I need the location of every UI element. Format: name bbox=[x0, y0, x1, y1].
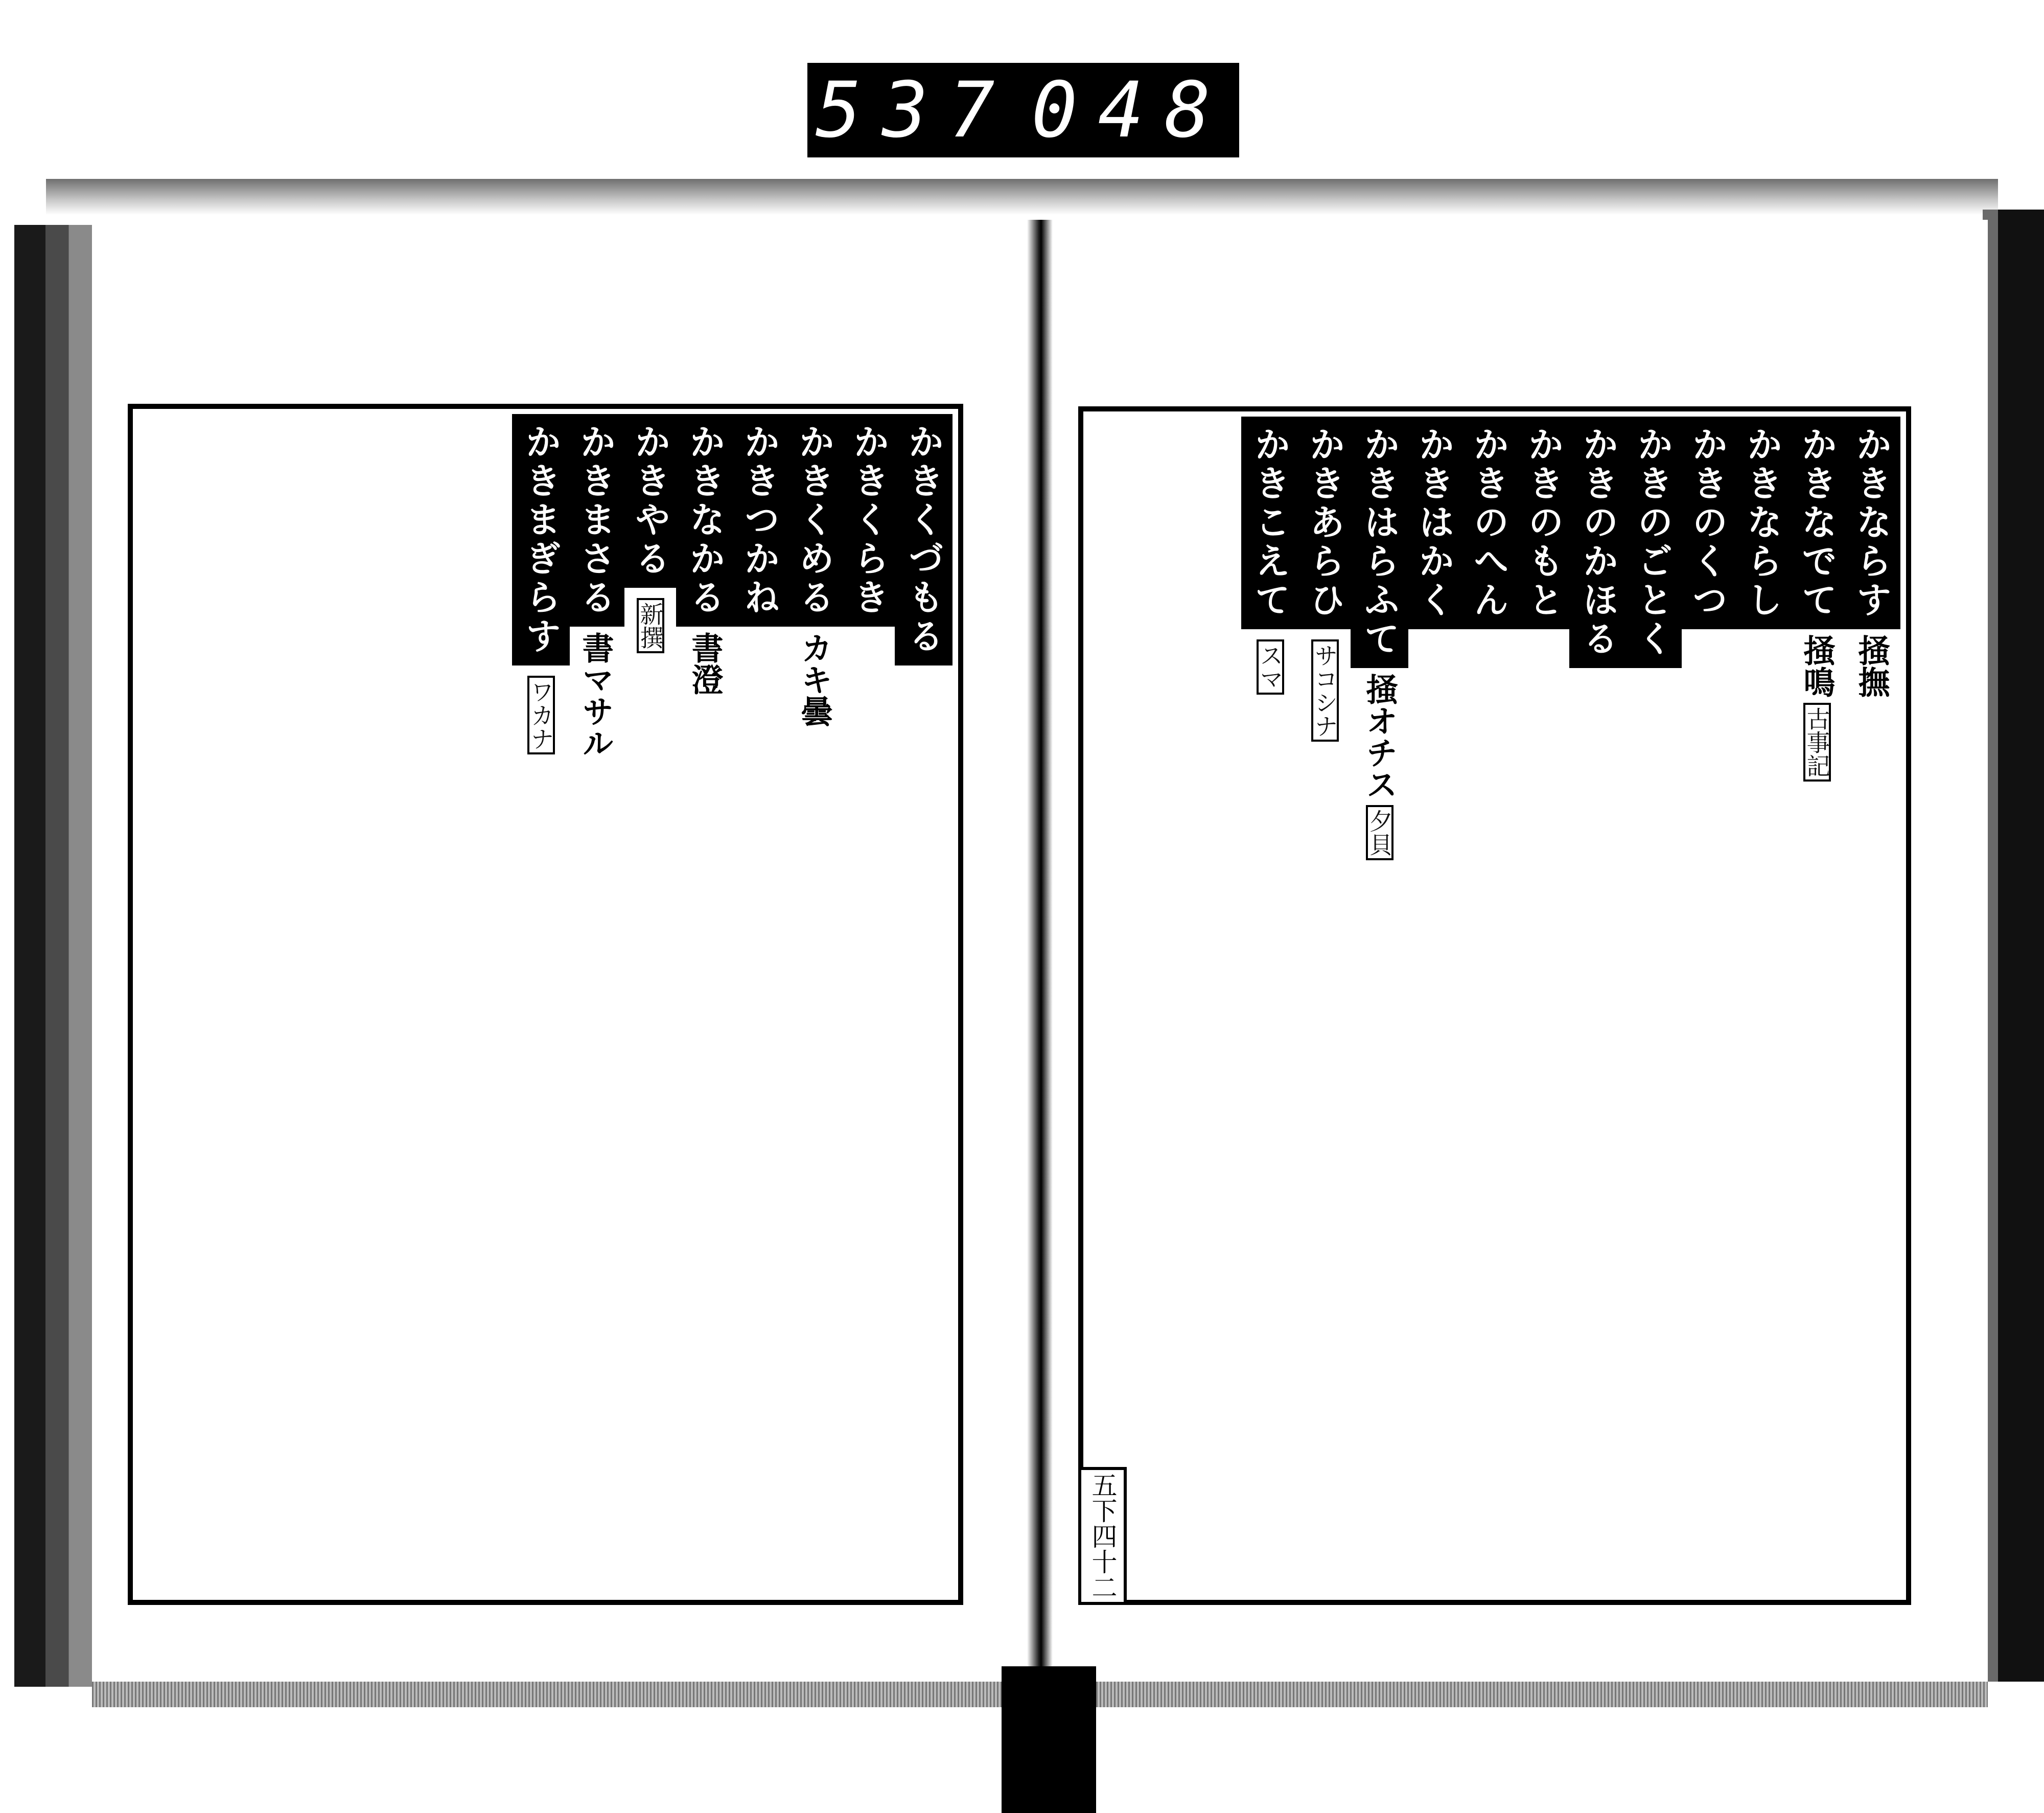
entry-text bbox=[1311, 639, 1339, 1595]
entry-headword: かきならし bbox=[1733, 417, 1791, 629]
dictionary-entry bbox=[1519, 417, 1568, 1595]
book-gutter bbox=[1027, 220, 1053, 1682]
entry-headword: かきのごとく bbox=[1624, 417, 1682, 668]
dictionary-entry bbox=[517, 414, 565, 1595]
entry-headword: かきならす bbox=[1843, 417, 1900, 629]
dictionary-entry bbox=[790, 414, 839, 1595]
entry-kanji: 掻撫 bbox=[1853, 634, 1890, 698]
source-citation: 夕貝 bbox=[1366, 805, 1393, 860]
entry-headword: かきくめる bbox=[785, 414, 843, 627]
entry-headword: かきはらふて bbox=[1351, 417, 1408, 668]
dictionary-entry bbox=[681, 414, 729, 1595]
dictionary-entry bbox=[1246, 417, 1294, 1595]
entry-headword: かきまぎらす bbox=[512, 414, 570, 665]
source-citation: 新撰 bbox=[637, 598, 664, 653]
dictionary-entry bbox=[571, 414, 620, 1595]
page-number: 五下四十二 bbox=[1078, 1467, 1127, 1605]
source-citation: サコシナ bbox=[1311, 639, 1339, 742]
scan-edge-shadow bbox=[46, 179, 1998, 215]
entry-kanji: 書マサル bbox=[577, 632, 614, 759]
dictionary-entry bbox=[735, 414, 784, 1595]
book-edge-right bbox=[1983, 210, 2044, 1682]
reel-number: 537 bbox=[815, 65, 1015, 155]
entry-headword: かきのかほる bbox=[1569, 417, 1627, 668]
dictionary-entry bbox=[1629, 417, 1677, 1595]
entry-headword: かきのへん bbox=[1460, 417, 1518, 629]
entry-kanji: カキ曇 bbox=[796, 632, 833, 727]
book-edge-left bbox=[14, 225, 92, 1687]
entry-headword: かきなでて bbox=[1788, 417, 1846, 629]
entry-headword: かきつかね bbox=[731, 414, 788, 627]
entry-headword: かきこえて bbox=[1241, 417, 1299, 629]
dictionary-entry bbox=[1465, 417, 1513, 1595]
dictionary-entry bbox=[1300, 417, 1349, 1595]
entry-headword: かきはかく bbox=[1405, 417, 1463, 629]
entry-text bbox=[1256, 639, 1285, 1595]
right-text-frame bbox=[1078, 406, 1911, 1605]
entry-text bbox=[1365, 805, 1394, 1595]
dictionary-entry bbox=[1793, 417, 1841, 1595]
dictionary-entry bbox=[1574, 417, 1622, 1595]
entry-headword: かきのくつ bbox=[1679, 417, 1736, 629]
entry-kanji: 掻鳴 bbox=[1798, 634, 1836, 698]
dictionary-entry bbox=[1683, 417, 1732, 1595]
dictionary-entry bbox=[1410, 417, 1458, 1595]
left-text-frame bbox=[128, 404, 963, 1605]
dictionary-entry bbox=[1355, 417, 1404, 1595]
entry-kanji: 書澄 bbox=[686, 632, 724, 695]
entry-text bbox=[1803, 703, 1831, 1595]
entry-headword: かきなかる bbox=[676, 414, 734, 627]
book-gutter-foot bbox=[1002, 1666, 1096, 1813]
dictionary-entry bbox=[626, 414, 675, 1595]
frame-number: 048 bbox=[1031, 65, 1232, 155]
entry-headword: かきあらひ bbox=[1296, 417, 1354, 629]
entry-headword: かきやる bbox=[621, 414, 679, 588]
source-citation: スマ bbox=[1257, 639, 1284, 695]
source-citation: ワカナ bbox=[527, 676, 555, 754]
dictionary-entry bbox=[845, 414, 893, 1595]
source-citation: 古事記 bbox=[1803, 703, 1831, 782]
entry-headword: かきまさる bbox=[567, 414, 624, 627]
entry-text bbox=[636, 598, 665, 1595]
dictionary-entry bbox=[1847, 417, 1896, 1595]
dictionary-entry bbox=[1738, 417, 1786, 1595]
microfilm-frame-label bbox=[807, 63, 1239, 157]
dictionary-entry bbox=[899, 414, 948, 1595]
entry-kanji: 掻オチス bbox=[1361, 673, 1398, 800]
entry-headword: かきくらき bbox=[840, 414, 898, 627]
entry-headword: かきくづもる bbox=[895, 414, 953, 665]
entry-headword: かきのもと bbox=[1515, 417, 1572, 629]
entry-text bbox=[527, 676, 555, 1595]
